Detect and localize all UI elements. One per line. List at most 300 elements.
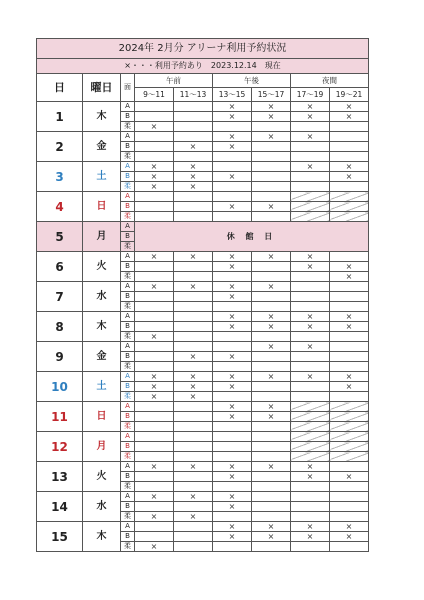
reservation-cell bbox=[213, 362, 252, 372]
surface-label: 柔 bbox=[121, 242, 135, 252]
reservation-cell bbox=[135, 142, 174, 152]
reservation-cell: × bbox=[330, 262, 369, 272]
surface-label: 柔 bbox=[121, 392, 135, 402]
reservation-cell bbox=[252, 272, 291, 282]
header-morning: 午前 bbox=[135, 74, 213, 88]
day-number: 13 bbox=[37, 462, 83, 492]
reservation-cell: × bbox=[291, 312, 330, 322]
reservation-cell: × bbox=[213, 112, 252, 122]
reservation-cell: × bbox=[213, 372, 252, 382]
reservation-cell bbox=[252, 332, 291, 342]
reservation-cell bbox=[330, 282, 369, 292]
reservation-cell: × bbox=[135, 182, 174, 192]
reservation-cell bbox=[252, 152, 291, 162]
reservation-cell: × bbox=[252, 112, 291, 122]
reservation-cell bbox=[174, 122, 213, 132]
reservation-cell bbox=[330, 292, 369, 302]
surface-label: A bbox=[121, 342, 135, 352]
reservation-cell bbox=[135, 452, 174, 462]
header-day: 日 bbox=[37, 74, 83, 102]
header-slot: 15～17 bbox=[252, 88, 291, 102]
reservation-cell bbox=[330, 422, 369, 432]
reservation-cell: × bbox=[213, 102, 252, 112]
table-row bbox=[37, 102, 369, 112]
reservation-cell: × bbox=[135, 542, 174, 552]
reservation-cell bbox=[252, 302, 291, 312]
reservation-cell bbox=[291, 542, 330, 552]
surface-label: B bbox=[121, 412, 135, 422]
reservation-cell: × bbox=[213, 522, 252, 532]
reservation-cell: × bbox=[174, 392, 213, 402]
reservation-cell: × bbox=[213, 412, 252, 422]
reservation-cell: × bbox=[174, 172, 213, 182]
reservation-cell: × bbox=[174, 182, 213, 192]
reservation-cell bbox=[213, 152, 252, 162]
reservation-cell bbox=[135, 272, 174, 282]
reservation-cell bbox=[213, 422, 252, 432]
day-number: 3 bbox=[37, 162, 83, 192]
reservation-cell: × bbox=[252, 342, 291, 352]
reservation-cell bbox=[252, 542, 291, 552]
reservation-cell: × bbox=[174, 382, 213, 392]
weekday-label: 水 bbox=[83, 282, 121, 312]
reservation-cell bbox=[291, 302, 330, 312]
reservation-cell: × bbox=[213, 502, 252, 512]
page-subtitle: ×・・・利用予約あり 2023.12.14 現在 bbox=[37, 59, 369, 74]
reservation-cell: × bbox=[135, 462, 174, 472]
reservation-cell bbox=[135, 132, 174, 142]
reservation-cell bbox=[135, 482, 174, 492]
surface-label: 柔 bbox=[121, 302, 135, 312]
reservation-cell: × bbox=[213, 532, 252, 542]
surface-label: A bbox=[121, 192, 135, 202]
reservation-cell: × bbox=[330, 532, 369, 542]
reservation-cell: × bbox=[213, 132, 252, 142]
reservation-cell bbox=[213, 212, 252, 222]
reservation-cell: × bbox=[174, 462, 213, 472]
reservation-cell bbox=[174, 102, 213, 112]
reservation-cell bbox=[252, 382, 291, 392]
reservation-cell: × bbox=[291, 342, 330, 352]
reservation-cell: × bbox=[135, 162, 174, 172]
day-number: 6 bbox=[37, 252, 83, 282]
reservation-cell bbox=[330, 332, 369, 342]
reservation-cell bbox=[174, 302, 213, 312]
reservation-cell bbox=[174, 362, 213, 372]
weekday-label: 火 bbox=[83, 462, 121, 492]
surface-label: B bbox=[121, 262, 135, 272]
reservation-cell: × bbox=[174, 252, 213, 262]
reservation-cell bbox=[330, 542, 369, 552]
reservation-cell: × bbox=[291, 532, 330, 542]
reservation-cell: × bbox=[213, 382, 252, 392]
reservation-cell: × bbox=[330, 162, 369, 172]
reservation-cell: × bbox=[252, 372, 291, 382]
reservation-cell: × bbox=[291, 372, 330, 382]
reservation-cell: × bbox=[174, 352, 213, 362]
reservation-cell bbox=[291, 382, 330, 392]
surface-label: B bbox=[121, 292, 135, 302]
header-slot: 13～15 bbox=[213, 88, 252, 102]
weekday-label: 木 bbox=[83, 312, 121, 342]
reservation-cell bbox=[252, 472, 291, 482]
reservation-cell bbox=[330, 152, 369, 162]
surface-label: B bbox=[121, 232, 135, 242]
reservation-cell bbox=[213, 542, 252, 552]
reservation-cell bbox=[213, 342, 252, 352]
reservation-cell bbox=[291, 192, 330, 202]
reservation-cell bbox=[291, 482, 330, 492]
reservation-cell bbox=[213, 332, 252, 342]
header-evening: 夜間 bbox=[291, 74, 369, 88]
reservation-cell bbox=[330, 132, 369, 142]
reservation-cell bbox=[252, 292, 291, 302]
weekday-label: 水 bbox=[83, 492, 121, 522]
reservation-cell bbox=[213, 162, 252, 172]
reservation-cell bbox=[174, 402, 213, 412]
reservation-cell bbox=[213, 182, 252, 192]
surface-label: B bbox=[121, 172, 135, 182]
surface-label: 柔 bbox=[121, 512, 135, 522]
table-row bbox=[37, 522, 369, 532]
reservation-cell bbox=[252, 172, 291, 182]
reservation-cell: × bbox=[330, 382, 369, 392]
page-title: 2024年 2月分 アリーナ利用予約状況 bbox=[37, 39, 369, 59]
reservation-cell bbox=[291, 202, 330, 212]
reservation-cell bbox=[174, 202, 213, 212]
reservation-cell: × bbox=[213, 172, 252, 182]
table-row bbox=[37, 192, 369, 202]
reservation-cell bbox=[174, 262, 213, 272]
reservation-cell: × bbox=[213, 282, 252, 292]
reservation-cell bbox=[174, 342, 213, 352]
reservation-cell: × bbox=[291, 112, 330, 122]
reservation-cell bbox=[330, 452, 369, 462]
reservation-cell: × bbox=[291, 162, 330, 172]
surface-label: A bbox=[121, 462, 135, 472]
surface-label: A bbox=[121, 222, 135, 232]
surface-label: B bbox=[121, 112, 135, 122]
reservation-cell bbox=[213, 432, 252, 442]
table-row bbox=[37, 462, 369, 472]
reservation-cell bbox=[135, 212, 174, 222]
reservation-cell: × bbox=[291, 462, 330, 472]
reservation-cell bbox=[291, 212, 330, 222]
reservation-cell: × bbox=[291, 252, 330, 262]
surface-label: B bbox=[121, 442, 135, 452]
reservation-cell bbox=[330, 482, 369, 492]
reservation-cell: × bbox=[291, 522, 330, 532]
reservation-cell: × bbox=[174, 492, 213, 502]
reservation-cell bbox=[252, 452, 291, 462]
surface-label: A bbox=[121, 372, 135, 382]
reservation-cell bbox=[252, 482, 291, 492]
reservation-cell bbox=[213, 192, 252, 202]
reservation-cell bbox=[213, 302, 252, 312]
surface-label: B bbox=[121, 502, 135, 512]
reservation-cell: × bbox=[213, 292, 252, 302]
reservation-cell: × bbox=[213, 492, 252, 502]
reservation-cell bbox=[135, 292, 174, 302]
reservation-cell: × bbox=[213, 402, 252, 412]
reservation-cell: × bbox=[135, 372, 174, 382]
reservation-cell bbox=[291, 422, 330, 432]
reservation-cell bbox=[330, 442, 369, 452]
reservation-cell bbox=[135, 402, 174, 412]
table-row bbox=[37, 402, 369, 412]
reservation-cell bbox=[330, 432, 369, 442]
weekday-label: 月 bbox=[83, 432, 121, 462]
reservation-cell: × bbox=[252, 282, 291, 292]
table-row bbox=[37, 252, 369, 262]
reservation-cell: × bbox=[135, 122, 174, 132]
reservation-cell bbox=[213, 122, 252, 132]
header-surface: 面 bbox=[121, 74, 135, 102]
day-number: 10 bbox=[37, 372, 83, 402]
table-row bbox=[37, 162, 369, 172]
reservation-cell bbox=[135, 422, 174, 432]
reservation-cell bbox=[330, 342, 369, 352]
day-number: 4 bbox=[37, 192, 83, 222]
reservation-cell: × bbox=[252, 132, 291, 142]
reservation-cell bbox=[135, 362, 174, 372]
reservation-cell bbox=[174, 132, 213, 142]
reservation-cell bbox=[291, 432, 330, 442]
reservation-cell: × bbox=[213, 252, 252, 262]
table-row bbox=[37, 312, 369, 322]
surface-label: B bbox=[121, 472, 135, 482]
reservation-cell bbox=[174, 532, 213, 542]
surface-label: 柔 bbox=[121, 272, 135, 282]
table-row bbox=[37, 372, 369, 382]
reservation-cell bbox=[330, 142, 369, 152]
reservation-cell: × bbox=[213, 312, 252, 322]
day-number: 9 bbox=[37, 342, 83, 372]
reservation-cell bbox=[135, 102, 174, 112]
reservation-cell: × bbox=[252, 202, 291, 212]
surface-label: A bbox=[121, 282, 135, 292]
table-row bbox=[37, 132, 369, 142]
surface-label: 柔 bbox=[121, 452, 135, 462]
weekday-label: 木 bbox=[83, 522, 121, 552]
reservation-cell bbox=[213, 452, 252, 462]
table-row bbox=[37, 222, 369, 232]
reservation-cell bbox=[135, 192, 174, 202]
reservation-cell bbox=[213, 392, 252, 402]
reservation-cell: × bbox=[330, 522, 369, 532]
header-slot: 11～13 bbox=[174, 88, 213, 102]
reservation-cell bbox=[291, 512, 330, 522]
reservation-cell: × bbox=[135, 172, 174, 182]
reservation-cell bbox=[291, 442, 330, 452]
reservation-cell: × bbox=[213, 352, 252, 362]
reservation-cell: × bbox=[252, 322, 291, 332]
reservation-cell bbox=[291, 122, 330, 132]
surface-label: A bbox=[121, 252, 135, 262]
table-row bbox=[37, 432, 369, 442]
weekday-label: 土 bbox=[83, 372, 121, 402]
reservation-cell bbox=[135, 432, 174, 442]
reservation-cell bbox=[135, 312, 174, 322]
day-number: 7 bbox=[37, 282, 83, 312]
reservation-cell: × bbox=[252, 312, 291, 322]
reservation-cell bbox=[252, 492, 291, 502]
surface-label: B bbox=[121, 142, 135, 152]
reservation-cell bbox=[174, 542, 213, 552]
reservation-cell: × bbox=[291, 262, 330, 272]
reservation-cell bbox=[291, 282, 330, 292]
day-number: 8 bbox=[37, 312, 83, 342]
surface-label: 柔 bbox=[121, 122, 135, 132]
day-number: 2 bbox=[37, 132, 83, 162]
reservation-cell bbox=[291, 292, 330, 302]
reservation-cell bbox=[135, 352, 174, 362]
surface-label: B bbox=[121, 322, 135, 332]
reservation-cell bbox=[252, 432, 291, 442]
reservation-cell bbox=[252, 392, 291, 402]
reservation-cell bbox=[213, 482, 252, 492]
reservation-cell bbox=[252, 212, 291, 222]
reservation-cell: × bbox=[330, 272, 369, 282]
reservation-cell: × bbox=[213, 322, 252, 332]
day-number: 14 bbox=[37, 492, 83, 522]
surface-label: A bbox=[121, 492, 135, 502]
surface-label: 柔 bbox=[121, 542, 135, 552]
reservation-cell bbox=[252, 362, 291, 372]
surface-label: A bbox=[121, 312, 135, 322]
reservation-cell: × bbox=[213, 262, 252, 272]
reservation-cell bbox=[174, 212, 213, 222]
reservation-cell bbox=[213, 442, 252, 452]
reservation-cell: × bbox=[330, 322, 369, 332]
day-number: 1 bbox=[37, 102, 83, 132]
reservation-cell bbox=[291, 182, 330, 192]
reservation-cell bbox=[213, 512, 252, 522]
reservation-cell bbox=[291, 352, 330, 362]
surface-label: A bbox=[121, 102, 135, 112]
reservation-cell: × bbox=[213, 472, 252, 482]
reservation-cell: × bbox=[330, 112, 369, 122]
reservation-cell bbox=[291, 412, 330, 422]
surface-label: 柔 bbox=[121, 422, 135, 432]
reservation-cell: × bbox=[174, 282, 213, 292]
reservation-cell: × bbox=[213, 462, 252, 472]
reservation-cell bbox=[330, 402, 369, 412]
reservation-cell bbox=[174, 452, 213, 462]
weekday-label: 木 bbox=[83, 102, 121, 132]
reservation-cell bbox=[291, 332, 330, 342]
table-row bbox=[37, 342, 369, 352]
reservation-cell bbox=[330, 462, 369, 472]
reservation-cell: × bbox=[252, 252, 291, 262]
reservation-cell bbox=[291, 362, 330, 372]
reservation-cell bbox=[252, 142, 291, 152]
reservation-cell bbox=[213, 272, 252, 282]
reservation-cell bbox=[330, 252, 369, 262]
reservation-cell bbox=[135, 412, 174, 422]
reservation-cell bbox=[135, 342, 174, 352]
surface-label: A bbox=[121, 162, 135, 172]
weekday-label: 日 bbox=[83, 402, 121, 432]
reservation-table bbox=[36, 38, 369, 552]
reservation-cell: × bbox=[291, 102, 330, 112]
day-number: 15 bbox=[37, 522, 83, 552]
reservation-cell bbox=[252, 502, 291, 512]
reservation-cell bbox=[252, 422, 291, 432]
reservation-cell bbox=[174, 482, 213, 492]
reservation-cell bbox=[330, 392, 369, 402]
reservation-cell bbox=[291, 492, 330, 502]
reservation-cell bbox=[174, 312, 213, 322]
surface-label: A bbox=[121, 432, 135, 442]
reservation-cell bbox=[291, 392, 330, 402]
reservation-cell bbox=[174, 472, 213, 482]
reservation-cell bbox=[135, 522, 174, 532]
reservation-cell bbox=[291, 272, 330, 282]
reservation-cell bbox=[135, 262, 174, 272]
reservation-cell bbox=[330, 122, 369, 132]
reservation-cell: × bbox=[330, 472, 369, 482]
reservation-cell bbox=[330, 212, 369, 222]
reservation-cell bbox=[174, 322, 213, 332]
reservation-cell bbox=[291, 452, 330, 462]
surface-label: 柔 bbox=[121, 362, 135, 372]
reservation-cell bbox=[174, 522, 213, 532]
reservation-cell: × bbox=[135, 492, 174, 502]
reservation-cell bbox=[174, 112, 213, 122]
reservation-cell bbox=[174, 422, 213, 432]
reservation-cell: × bbox=[135, 382, 174, 392]
reservation-cell bbox=[174, 272, 213, 282]
reservation-cell bbox=[252, 182, 291, 192]
reservation-cell: × bbox=[135, 252, 174, 262]
header-weekday: 曜日 bbox=[83, 74, 121, 102]
surface-label: 柔 bbox=[121, 332, 135, 342]
day-number: 12 bbox=[37, 432, 83, 462]
reservation-cell bbox=[330, 202, 369, 212]
reservation-cell: × bbox=[252, 102, 291, 112]
surface-label: B bbox=[121, 532, 135, 542]
table-row bbox=[37, 282, 369, 292]
reservation-cell: × bbox=[252, 532, 291, 542]
reservation-cell bbox=[135, 302, 174, 312]
weekday-label: 月 bbox=[83, 222, 121, 252]
reservation-cell: × bbox=[291, 132, 330, 142]
reservation-cell bbox=[135, 472, 174, 482]
reservation-cell bbox=[252, 162, 291, 172]
reservation-cell bbox=[135, 152, 174, 162]
weekday-label: 金 bbox=[83, 132, 121, 162]
reservation-cell bbox=[291, 402, 330, 412]
reservation-cell bbox=[252, 512, 291, 522]
reservation-cell: × bbox=[330, 172, 369, 182]
surface-label: A bbox=[121, 402, 135, 412]
reservation-cell: × bbox=[330, 102, 369, 112]
day-number: 11 bbox=[37, 402, 83, 432]
reservation-cell: × bbox=[135, 392, 174, 402]
reservation-cell: × bbox=[330, 312, 369, 322]
reservation-cell bbox=[330, 412, 369, 422]
reservation-cell: × bbox=[252, 412, 291, 422]
reservation-cell bbox=[330, 302, 369, 312]
surface-label: B bbox=[121, 382, 135, 392]
surface-label: A bbox=[121, 132, 135, 142]
weekday-label: 土 bbox=[83, 162, 121, 192]
weekday-label: 火 bbox=[83, 252, 121, 282]
surface-label: 柔 bbox=[121, 152, 135, 162]
reservation-cell bbox=[174, 432, 213, 442]
header-slot: 19～21 bbox=[330, 88, 369, 102]
